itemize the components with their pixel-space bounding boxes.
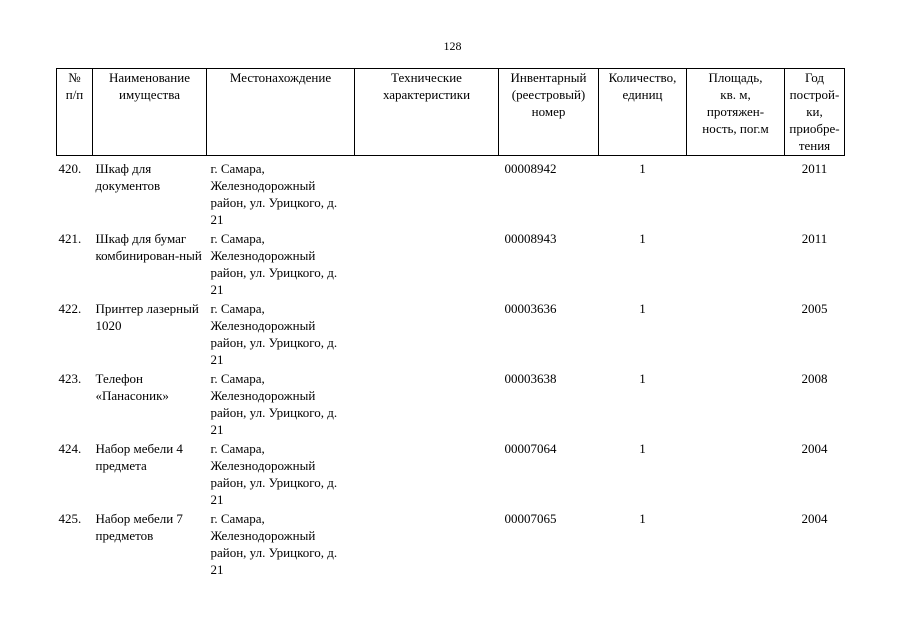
cell-quantity: 1 [639, 441, 646, 456]
cell-inventory: 00008943 [504, 231, 557, 246]
header-location: Местонахождение [207, 69, 355, 156]
cell-year: 2005 [801, 301, 828, 316]
cell-tech [355, 368, 499, 438]
cell-name: Телефон «Панасоник» [95, 371, 169, 403]
cell-year: 2008 [801, 371, 828, 386]
table-row [57, 438, 845, 508]
cell-name: Шкаф для документов [95, 161, 161, 193]
cell-inventory: 00008942 [504, 161, 557, 176]
header-inventory: Инвентарный (реестровый) номер [499, 69, 599, 156]
cell-location: г. Самара, Железнодорожный район, ул. Урицкого, д. 21 [210, 301, 338, 367]
cell-tech [355, 508, 499, 578]
cell-name: Набор мебели 7 предметов [95, 511, 183, 543]
cell-num: 422. [58, 301, 82, 316]
table-row [57, 228, 845, 298]
cell-location: г. Самара, Железнодорожный район, ул. Урицкого, д. 21 [210, 161, 338, 227]
cell-year: 2004 [801, 511, 828, 526]
cell-year: 2011 [801, 231, 828, 246]
header-quantity: Количество, единиц [599, 69, 687, 156]
cell-inventory: 00007065 [504, 511, 557, 526]
table-row [57, 508, 845, 578]
cell-quantity: 1 [639, 371, 646, 386]
cell-quantity: 1 [639, 301, 646, 316]
cell-area [687, 228, 785, 298]
table-row [57, 298, 845, 368]
header-year: Год построй- ки, приобре- тения [785, 69, 845, 156]
header-num: № п/п [57, 69, 93, 156]
header-area: Площадь, кв. м, протяжен- ность, пог.м [687, 69, 785, 156]
cell-tech [355, 228, 499, 298]
cell-inventory: 00003638 [504, 371, 557, 386]
cell-year: 2011 [801, 161, 828, 176]
cell-quantity: 1 [639, 511, 646, 526]
page-number: 128 [443, 39, 462, 53]
cell-quantity: 1 [639, 161, 646, 176]
cell-name: Набор мебели 4 предмета [95, 441, 183, 473]
cell-num: 421. [58, 231, 82, 246]
cell-area [687, 438, 785, 508]
cell-location: г. Самара, Железнодорожный район, ул. Урицкого, д. 21 [210, 441, 338, 507]
cell-tech [355, 438, 499, 508]
cell-location: г. Самара, Железнодорожный район, ул. Урицкого, д. 21 [210, 231, 338, 297]
property-table [56, 68, 845, 578]
cell-area [687, 298, 785, 368]
cell-location: г. Самара, Железнодорожный район, ул. Урицкого, д. 21 [210, 371, 338, 437]
cell-num: 420. [58, 161, 82, 176]
cell-inventory: 00007064 [504, 441, 557, 456]
cell-year: 2004 [801, 441, 828, 456]
cell-quantity: 1 [639, 231, 646, 246]
cell-num: 425. [58, 511, 82, 526]
header-tech: Технические характеристики [355, 69, 499, 156]
cell-tech [355, 156, 499, 229]
cell-name: Шкаф для бумаг комбинирован-ный [95, 231, 202, 263]
cell-location: г. Самара, Железнодорожный район, ул. Урицкого, д. 21 [210, 511, 338, 577]
table-header-row [57, 69, 845, 156]
cell-area [687, 508, 785, 578]
cell-num: 424. [58, 441, 82, 456]
cell-inventory: 00003636 [504, 301, 557, 316]
header-name: Наименование имущества [93, 69, 207, 156]
cell-num: 423. [58, 371, 82, 386]
cell-tech [355, 298, 499, 368]
table-row [57, 368, 845, 438]
cell-name: Принтер лазерный 1020 [95, 301, 199, 333]
cell-area [687, 156, 785, 229]
cell-area [687, 368, 785, 438]
table-row [57, 156, 845, 229]
